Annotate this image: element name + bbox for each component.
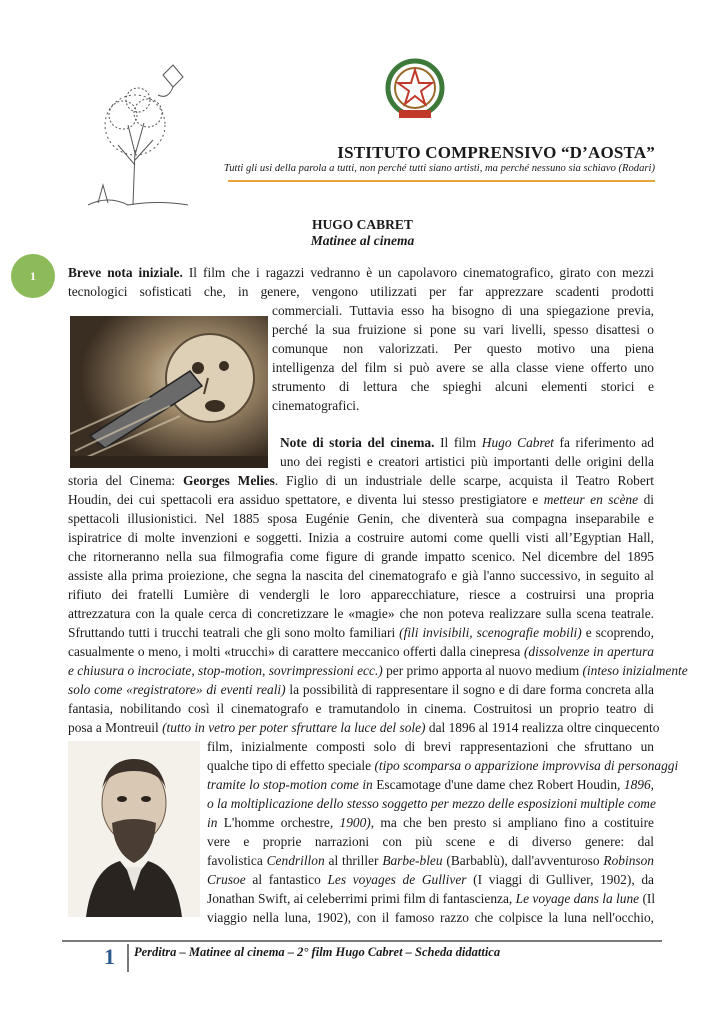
text-segment: posa a Montreuil: [68, 720, 163, 735]
text-segment: , 1896,: [617, 777, 655, 792]
text-line: [68, 510, 654, 528]
document-subtitle: Matinee al cinema: [310, 233, 415, 248]
footer-page-number: 1: [104, 944, 115, 969]
text-segment: fa riferimento ad: [553, 435, 654, 450]
text-segment: che ritorneranno nella sua filmografia come figure di grande impatto scenico. Nel dicembre del 1895: [68, 549, 654, 564]
italian-republic-emblem: [383, 56, 447, 126]
text-segment: Les voyages de Gulliver: [327, 872, 467, 887]
text-line: [207, 776, 654, 794]
text-segment: casualmente o meno, i molti «trucchi» di carattere meccanico offerti dalla cinepresa: [68, 644, 524, 659]
text-segment: (I viaggi di Gulliver, 1902), da: [466, 872, 654, 887]
text-segment: assiste alla prima proiezione, che segna la nascita del cinematografo e già l'anno successivo, in seguito al: [68, 568, 654, 583]
text-segment: favolistica: [207, 853, 267, 868]
text-segment: storia del Cinema:: [68, 473, 183, 488]
text-segment: Houdin, dei cui spettacoli era assiduo spettatore, e diventa lui stesso prestigiatore e: [68, 492, 544, 507]
text-segment: Breve nota iniziale.: [68, 265, 183, 280]
text-line: [68, 472, 654, 490]
text-segment: Escamotage d'une dame chez Robert Houdin: [372, 777, 618, 792]
text-segment: perché la sua fruizione si pone su vari livelli, spesso disattesi o: [272, 322, 654, 337]
text-segment: Le voyage dans la lune: [515, 891, 640, 906]
text-line: [207, 738, 654, 756]
school-motto: Tutti gli usi della parola a tutti, non perché tutti siano artisti, ma perché nessuno sia schiavo (Rodari): [223, 163, 655, 174]
footer-text: Perditra – Matinee al cinema – 2° film Hugo Cabret – Scheda didattica: [134, 945, 501, 959]
text-line: [272, 302, 654, 320]
text-line: [280, 453, 654, 471]
text-line: [207, 814, 654, 832]
text-segment: (dissolvenze in apertura: [523, 644, 654, 659]
text-segment: in: [207, 815, 218, 830]
text-segment: metteur en scène: [543, 492, 639, 507]
text-segment: la possibilità di rappresentare il sogno e di dare forma concreta alla: [285, 682, 654, 697]
text-line: [68, 567, 654, 585]
text-segment: comunque non valorizzati. Per questo motivo una piena: [272, 341, 654, 356]
text-segment: qualche tipo di effetto speciale: [207, 758, 375, 773]
voyage-dans-la-lune-still: [70, 316, 268, 468]
text-segment: Crusoe: [207, 872, 246, 887]
text-line: [272, 397, 654, 415]
school-logo-tree: [78, 55, 198, 215]
text-segment: Cendrillon: [266, 853, 325, 868]
text-segment: Il film: [434, 435, 482, 450]
text-line: [68, 586, 654, 604]
text-segment: vere e proprie narrazioni con più scene e di diverso genere: dal: [207, 834, 654, 849]
text-segment: dal 1896 al 1914 realizza oltre cinquecento: [425, 720, 660, 735]
text-segment: (tutto in vetro per poter sfruttare la luce del sole): [162, 720, 426, 735]
text-line: [68, 605, 654, 623]
text-segment: , ma che ben presto si ampliano fino a costituire: [370, 815, 654, 830]
text-line: [272, 321, 654, 339]
text-segment: strumento di lettura che spieghi alcuni elementi storici e: [272, 379, 654, 394]
text-line: [207, 890, 654, 908]
text-segment: tecnologici sofisticati che, in genere, vengono utilizzati per far apprezzare scadenti prodotti: [68, 284, 654, 299]
text-segment: Il film che i ragazzi vedranno è un capolavoro cinematografico, girato con mezzi: [182, 265, 655, 280]
text-line: [272, 359, 654, 377]
text-line: [207, 757, 679, 775]
text-segment: , 1900): [329, 815, 371, 830]
text-line: [68, 529, 654, 547]
text-segment: commerciali. Tuttavia esso ha bisogno di una spiegazione previa,: [272, 303, 654, 318]
footer-separator: [127, 944, 129, 972]
text-line: [68, 548, 654, 566]
header-divider: [228, 180, 655, 182]
text-segment: (Barbablù), dall'avventuroso: [442, 853, 604, 868]
text-segment: L'homme orchestre: [217, 815, 330, 830]
text-line: [68, 264, 654, 282]
text-line: [68, 662, 688, 680]
text-segment: (inteso inizialmente: [582, 663, 688, 678]
text-segment: al fantastico: [245, 872, 328, 887]
text-line: [207, 871, 654, 889]
text-segment: rifiuto dei fratelli Lumière di vendergli le loro apparecchiature, riesce a costruirsi una propria: [68, 587, 654, 602]
text-line: [272, 378, 654, 396]
text-segment: (tipo scomparsa o apparizione improvvisa di personaggi: [374, 758, 679, 773]
text-line: [272, 340, 654, 358]
text-segment: Jonathan Swift, ai celeberrimi primi film di fantascienza,: [207, 891, 516, 906]
text-segment: (fili invisibili, scenografie mobili): [399, 625, 582, 640]
text-line: [68, 624, 654, 642]
text-segment: . Figlio di un industriale delle scarpe, acquista il Teatro Robert: [274, 473, 655, 488]
page-marker: 1: [11, 254, 55, 298]
text-line: [207, 833, 654, 851]
text-segment: cinematografici.: [272, 398, 360, 413]
text-segment: solo come «registratore» di eventi reali): [68, 682, 286, 697]
document-title: HUGO CABRET: [312, 217, 413, 232]
text-segment: spettacoli illusionistici. Nel 1885 sposa Eugénie Genin, che diventerà sua compagna inseparabile e: [68, 511, 654, 526]
text-segment: Sfruttando tutti i trucchi teatrali che gli sono molto familiari: [68, 625, 400, 640]
text-segment: e scoprendo,: [581, 625, 654, 640]
text-line: [280, 434, 654, 452]
text-segment: Robinson: [603, 853, 654, 868]
text-line: [207, 852, 654, 870]
text-segment: Barbe-bleu: [382, 853, 443, 868]
text-segment: ispiratrice di molte invenzioni e soggetti. Inizia a costruire automi come quelli visti all’Egyptian Hall,: [68, 530, 654, 545]
text-segment: tramite lo stop-motion come in: [207, 777, 373, 792]
text-segment: o la moltiplicazione dello stesso soggetto per mezzo delle esposizioni multiple come: [207, 796, 656, 811]
text-line: [68, 283, 654, 301]
text-segment: attrezzatura con la quale cerca di concretizzare le «magie» che non poteva realizzare sulla scena teatrale.: [68, 606, 654, 621]
school-title: ISTITUTO COMPRENSIVO “D’AOSTA”: [337, 143, 655, 162]
text-segment: Note di storia del cinema.: [280, 435, 435, 450]
text-segment: uno dei registi e creatori artistici più importanti delle origini della: [280, 454, 654, 469]
text-line: [68, 491, 654, 509]
text-segment: Georges Melies: [183, 473, 275, 488]
text-segment: film, inizialmente composti solo di brevi rappresentazioni che sfruttano un: [207, 739, 654, 754]
text-line: [207, 795, 654, 813]
georges-melies-portrait: [68, 741, 200, 917]
text-segment: al thriller: [324, 853, 383, 868]
text-segment: e chiusura o incrociate, stop-motion, sovrimpressioni ecc.): [68, 663, 383, 678]
text-line: [68, 719, 660, 737]
text-line: [68, 700, 654, 718]
text-segment: (Il: [639, 891, 656, 906]
text-segment: fantasia, nobilitando così il cinematografo e tramutandolo in cinema. Costruitosi un proprio teatro di: [68, 701, 654, 716]
text-segment: per primo apporta al nuovo medium: [382, 663, 583, 678]
text-segment: di: [638, 492, 654, 507]
text-segment: viaggio nella luna, 1902), con il famoso razzo che colpisce la luna nell'occhio,: [207, 910, 654, 925]
text-line: [207, 909, 654, 927]
text-line: [68, 681, 654, 699]
text-segment: intelligenza del film si può avere se alla classe viene offerto uno: [272, 360, 654, 375]
footer-divider: [62, 940, 662, 942]
text-line: [68, 643, 654, 661]
text-segment: Hugo Cabret: [481, 435, 554, 450]
